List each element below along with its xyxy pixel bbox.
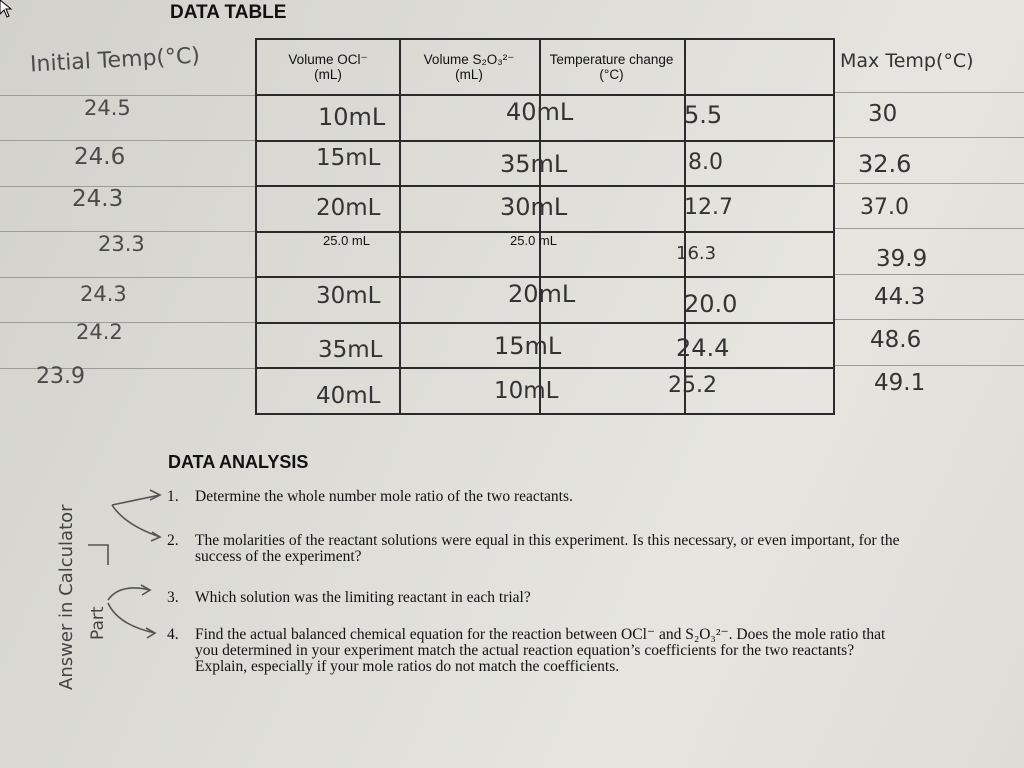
volume-ocl-cell: 15mL bbox=[316, 145, 381, 171]
volume-s2o3-cell: 10mL bbox=[494, 378, 559, 404]
volume-s2o3-cell: 30mL bbox=[500, 193, 568, 221]
initial-temp-cell: 24.5 bbox=[84, 96, 131, 120]
header-temperature-change: Temperature change (°C) bbox=[549, 52, 674, 82]
data-table-title: DATA TABLE bbox=[170, 2, 287, 23]
initial-temp-cell: 24.3 bbox=[80, 282, 127, 306]
max-temp-cell: 30 bbox=[868, 101, 898, 127]
volume-s2o3-cell: 40mL bbox=[506, 98, 574, 126]
side-note-handwritten: Part bbox=[88, 606, 108, 640]
max-temp-header: Max Temp(°C) bbox=[840, 50, 974, 72]
max-temp-cell: 48.6 bbox=[870, 327, 922, 353]
question-2: 2. The molarities of the reactant solutions were equal in this experiment. Is this necessary, or even important, for the success of the experiment? bbox=[167, 532, 900, 565]
temp-change-cell: 24.4 bbox=[676, 334, 730, 362]
data-analysis-title: DATA ANALYSIS bbox=[168, 452, 309, 472]
volume-ocl-cell: 10mL bbox=[318, 103, 386, 131]
initial-temp-cell: 24.2 bbox=[76, 320, 123, 344]
side-note-handwritten: Answer in Calculator bbox=[56, 504, 77, 690]
max-temp-cell: 37.0 bbox=[860, 195, 909, 220]
max-temp-cell: 44.3 bbox=[874, 284, 926, 310]
initial-temp-header: Initial Temp(°C) bbox=[29, 43, 201, 78]
temp-change-cell: 16.3 bbox=[676, 243, 717, 264]
volume-ocl-cell: 20mL bbox=[316, 195, 381, 221]
temp-change-cell: 12.7 bbox=[684, 195, 733, 220]
initial-temp-cell: 23.9 bbox=[36, 364, 85, 389]
volume-ocl-cell: 40mL bbox=[316, 383, 381, 409]
temp-change-cell: 25.2 bbox=[668, 373, 717, 398]
initial-temp-cell: 24.3 bbox=[72, 186, 124, 212]
temp-change-cell: 20.0 bbox=[684, 290, 738, 318]
header-volume-ocl: Volume OCl⁻ (mL) bbox=[288, 52, 368, 82]
volume-s2o3-cell: 25.0 mL bbox=[510, 233, 557, 248]
question-3: 3. Which solution was the limiting reactant in each trial? bbox=[167, 589, 531, 606]
max-temp-cell: 32.6 bbox=[858, 150, 912, 178]
max-temp-cell: 39.9 bbox=[876, 246, 928, 272]
volume-ocl-cell: 35mL bbox=[318, 337, 383, 363]
max-temp-cell: 49.1 bbox=[874, 370, 926, 396]
volume-s2o3-cell: 35mL bbox=[500, 150, 568, 178]
volume-s2o3-cell: 20mL bbox=[508, 280, 576, 308]
initial-temp-cell: 24.6 bbox=[74, 144, 126, 170]
volume-ocl-cell: 30mL bbox=[316, 283, 381, 309]
question-1: 1. Determine the whole number mole ratio of the two reactants. bbox=[167, 488, 573, 505]
temp-change-cell: 5.5 bbox=[684, 101, 723, 129]
header-volume-s2o3: Volume S₂O₃²⁻ (mL) bbox=[423, 52, 515, 82]
temp-change-cell: 8.0 bbox=[688, 150, 723, 175]
volume-s2o3-cell: 15mL bbox=[494, 332, 562, 360]
initial-temp-cell: 23.3 bbox=[98, 232, 145, 256]
volume-ocl-cell: 25.0 mL bbox=[323, 233, 370, 248]
question-4: 4. Find the actual balanced chemical equation for the reaction between OCl⁻ and S₂O₃²⁻. Does the mole ratio that you determined in your experiment match the actual reaction equation’s coefficients for the two reactants? Explain, especially if your mole ratios do not match the coefficients. bbox=[167, 626, 886, 675]
